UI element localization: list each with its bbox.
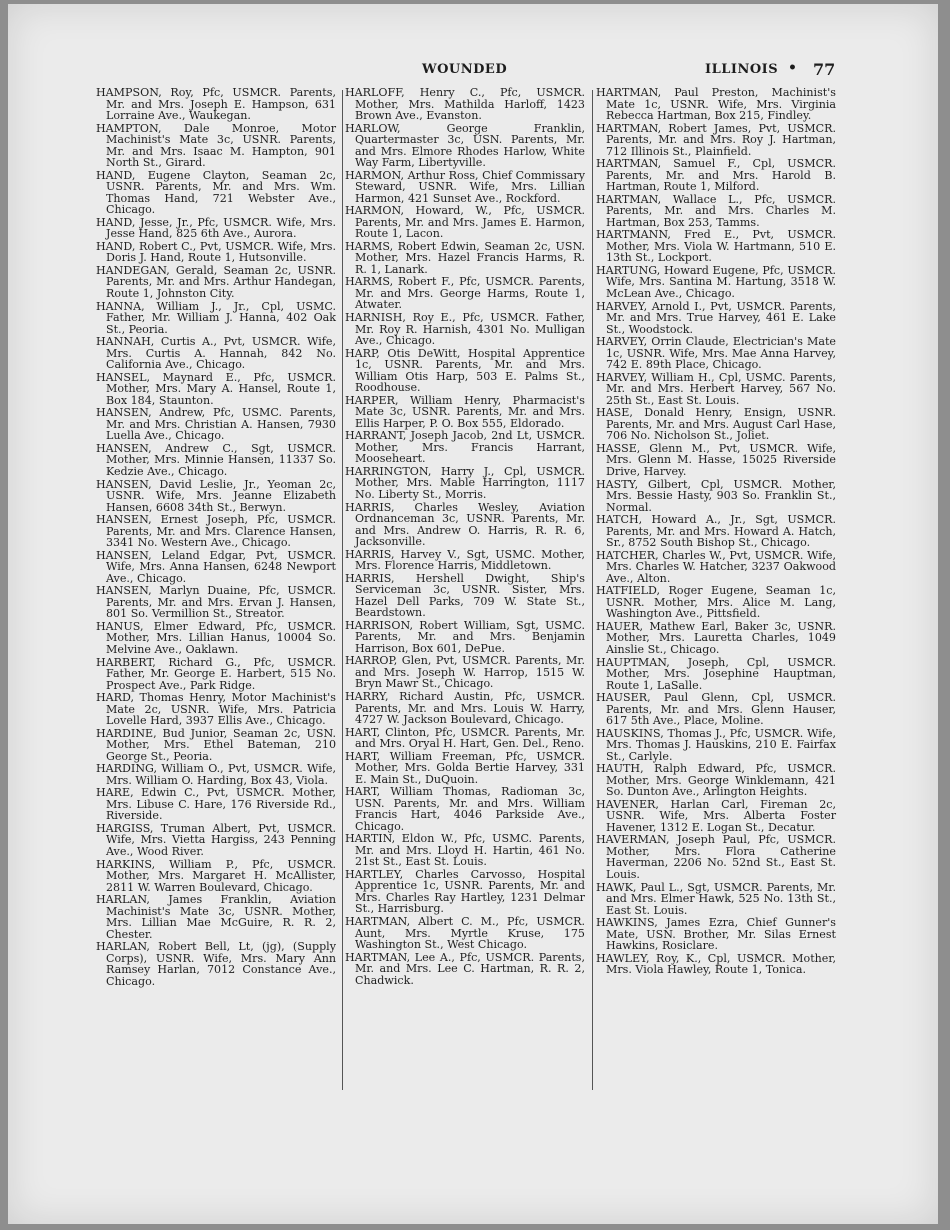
casualty-entry: HARTMAN, Lee A., Pfc, USMCR. Parents, Mr. and Mrs. Lee C. Hartman, R. R. 2, Chadwick. [345,950,585,987]
casualty-entry: HARBERT, Richard G., Pfc, USMCR. Father, Mr. George E. Harbert, 515 No. Prospect Ave., Park Ridge. [96,655,336,692]
casualty-entry: HAUPTMAN, Joseph, Cpl, USMCR. Mother, Mrs. Josephine Hauptman, Route 1, LaSalle. [596,655,836,692]
casualty-entry: HARTMAN, Samuel F., Cpl, USMCR. Parents, Mr. and Mrs. Harold B. Hartman, Route 1, Milford. [596,157,836,194]
casualty-entry: HARTMAN, Paul Preston, Machinist's Mate 1c, USNR. Wife, Mrs. Virginia Rebecca Hartman, Box 215, Findley. [596,86,836,122]
casualty-entry: HANSEN, Ernest Joseph, Pfc, USMCR. Parents, Mr. and Mrs. Clarence Hansen, 3341 No. Western Ave., Chicago. [96,513,336,550]
casualty-entry: HARRANT, Joseph Jacob, 2nd Lt, USMCR. Mother, Mrs. Francis Harrant, Mooseheart. [345,429,585,466]
casualty-entry: HASE, Donald Henry, Ensign, USNR. Parents, Mr. and Mrs. August Carl Hase, 706 No. Nicholson St., Joliet. [596,406,836,443]
casualty-entry: HARRIS, Charles Wesley, Aviation Ordnanceman 3c, USNR. Parents, Mr. and Mrs. Andrew O. Harris, R. R. 6, Jacksonville. [345,500,585,549]
casualty-entry: HAVERMAN, Joseph Paul, Pfc, USMCR. Mother, Mrs. Flora Catherine Haverman, 2206 No. 52nd St., East St. Louis. [596,833,836,881]
casualty-entry: HAUSKINS, Thomas J., Pfc, USMCR. Wife, Mrs. Thomas J. Hauskins, 210 E. Fairfax St., Carlyle. [596,726,836,763]
casualty-entry: HAUTH, Ralph Edward, Pfc, USMCR. Mother, Mrs. George Winklemann, 421 So. Dunton Ave., Arlington Heights. [596,762,836,799]
casualty-entry: HARLOFF, Henry C., Pfc, USMCR. Mother, Mrs. Mathilda Harloff, 1423 Brown Ave., Evanston. [345,86,585,122]
casualty-entry: HASTY, Gilbert, Cpl, USMCR. Mother, Mrs. Bessie Hasty, 903 So. Franklin St., Normal. [596,477,836,514]
column-divider [342,90,343,1090]
casualty-entry: HART, Clinton, Pfc, USMCR. Parents, Mr. and Mrs. Oryal H. Hart, Gen. Del., Reno. [345,725,585,751]
casualty-entry: HANNAH, Curtis A., Pvt, USMCR. Wife, Mrs. Curtis A. Hannah, 842 No. California Ave., Chicago. [96,335,336,372]
casualty-entry: HARMON, Arthur Ross, Chief Commissary Steward, USNR. Wife, Mrs. Lillian Harmon, 421 Sunset Ave., Rockford. [345,168,585,205]
casualty-entry: HAUER, Mathew Earl, Baker 3c, USNR. Mother, Mrs. Lauretta Charles, 1049 Ainslie St., Chicago. [596,619,836,656]
casualty-entry: HATCHER, Charles W., Pvt, USMCR. Wife, Mrs. Charles W. Hatcher, 3237 Oakwood Ave., Alton. [596,548,836,585]
casualty-entry: HARRY, Richard Austin, Pfc, USMCR. Parents, Mr. and Mrs. Louis W. Harry, 4727 W. Jackson Boulevard, Chicago. [345,690,585,726]
casualty-entry: HASSE, Glenn M., Pvt, USMCR. Wife, Mrs. Glenn M. Hasse, 15025 Riverside Drive, Harvey. [596,441,836,478]
casualty-entry: HANSEL, Maynard E., Pfc, USMCR. Mother, Mrs. Mary A. Hansel, Route 1, Box 184, Staunton. [96,370,336,407]
page-header [0,62,950,84]
casualty-entry: HARDINE, Bud Junior, Seaman 2c, USN. Mother, Mrs. Ethel Bateman, 210 George St., Peoria. [96,726,336,763]
casualty-entry: HARDING, William O., Pvt, USMCR. Wife, Mrs. William O. Harding, Box 43, Viola. [96,762,336,787]
casualty-entry: HARTIN, Eldon W., Pfc, USMC. Parents, Mr. and Mrs. Lloyd H. Hartin, 461 No. 21st St., East St. Louis. [345,832,585,869]
casualty-entry: HATCH, Howard A., Jr., Sgt, USMCR. Parents, Mr. and Mrs. Howard A. Hatch, Sr., 8752 South Bishop St., Chicago. [596,513,836,550]
casualty-entry: HARRINGTON, Harry J., Cpl, USMCR. Mother, Mrs. Mable Harrington, 1117 No. Liberty St., Morris. [345,464,585,501]
casualty-entry: HANSEN, Leland Edgar, Pvt, USMCR. Wife, Mrs. Anna Hansen, 6248 Newport Ave., Chicago. [96,548,336,585]
casualty-entry: HAWK, Paul L., Sgt, USMCR. Parents, Mr. and Mrs. Elmer Hawk, 525 No. 13th St., East St. Louis. [596,880,836,917]
casualty-entry: HARNISH, Roy E., Pfc, USMCR. Father, Mr. Roy R. Harnish, 4301 No. Mulligan Ave., Chicago. [345,311,585,348]
header-bullet: • [788,60,797,76]
casualty-entry: HAUSER, Paul Glenn, Cpl, USMCR. Parents, Mr. and Mrs. Glenn Hauser, 617 5th Ave., Place, Moline. [596,691,836,728]
casualty-entry: HARD, Thomas Henry, Motor Machinist's Mate 2c, USNR. Wife, Mrs. Patricia Lovelle Hard, 3937 Ellis Ave., Chicago. [96,691,336,728]
casualty-entry: HAMPSON, Roy, Pfc, USMCR. Parents, Mr. and Mrs. Joseph E. Hampson, 631 Lorraine Ave., Waukegan. [96,86,336,122]
casualty-entry: HARMON, Howard, W., Pfc, USMCR. Parents, Mr. and Mrs. James E. Harmon, Route 1, Lacon. [345,204,585,241]
casualty-entry: HANSEN, David Leslie, Jr., Yeoman 2c, USNR. Wife, Mrs. Jeanne Elizabeth Hansen, 6608 34th St., Berwyn. [96,477,336,514]
casualty-entry: HANSEN, Andrew C., Sgt, USMCR. Mother, Mrs. Minnie Hansen, 11337 So. Kedzie Ave., Chicago. [96,441,336,478]
casualty-entry: HAND, Jesse, Jr., Pfc, USMCR. Wife, Mrs. Jesse Hand, 825 6th Ave., Aurora. [96,215,336,241]
casualty-entry: HARVEY, William H., Cpl, USMC. Parents, Mr. and Mrs. Herbert Harvey, 567 No. 25th St., East St. Louis. [596,370,836,407]
casualty-entry: HARVEY, Orrin Claude, Electrician's Mate 1c, USNR. Wife, Mrs. Mae Anna Harvey, 742 E. 89th Place, Chicago. [596,335,836,372]
casualty-entry: HARP, Otis DeWitt, Hospital Apprentice 1c, USNR. Parents, Mr. and Mrs. William Otis Harp, 503 E. Palms St., Roodhouse. [345,346,585,395]
column-3 [596,87,836,977]
casualty-entry: HARPER, William Henry, Pharmacist's Mate 3c, USNR. Parents, Mr. and Mrs. Ellis Harper, P. O. Box 555, Eldorado. [345,393,585,430]
casualty-entry: HART, William Thomas, Radioman 3c, USN. Parents, Mr. and Mrs. William Francis Hart, 4046 Parkside Ave., Chicago. [345,785,585,833]
casualty-entry: HANNA, William J., Jr., Cpl, USMC. Father, Mr. William J. Hanna, 402 Oak St., Peoria. [96,299,336,336]
section-title: WOUNDED [422,62,508,77]
casualty-entry: HAVENER, Harlan Carl, Fireman 2c, USNR. Wife, Mrs. Alberta Foster Havener, 1312 E. Logan St., Decatur. [596,797,836,834]
casualty-entry: HARTMAN, Wallace L., Pfc, USMCR. Parents, Mr. and Mrs. Charles M. Hartman, Box 253, Tamms. [596,192,836,229]
casualty-entry: HANDEGAN, Gerald, Seaman 2c, USNR. Parents, Mr. and Mrs. Arthur Handegan, Route 1, Johnston City. [96,263,336,300]
casualty-entry: HARMS, Robert F., Pfc, USMCR. Parents, Mr. and Mrs. George Harms, Route 1, Atwater. [345,275,585,312]
casualty-entry: HARTUNG, Howard Eugene, Pfc, USMCR. Wife, Mrs. Santina M. Hartung, 3518 W. McLean Ave., Chicago. [596,263,836,300]
casualty-entry: HANUS, Elmer Edward, Pfc, USMCR. Mother, Mrs. Lillian Hanus, 10004 So. Melvine Ave., Oaklawn. [96,619,336,656]
casualty-entry: HARRISON, Robert William, Sgt, USMC. Parents, Mr. and Mrs. Benjamin Harrison, Box 601, DePue. [345,618,585,655]
page-number: 77 [813,60,836,79]
casualty-entry: HARKINS, William P., Pfc, USMCR. Mother, Mrs. Margaret H. McAllister, 2811 W. Warren Boulevard, Chicago. [96,857,336,894]
casualty-entry: HAND, Robert C., Pvt, USMCR. Wife, Mrs. Doris J. Hand, Route 1, Hutsonville. [96,239,336,265]
casualty-entry: HARTMAN, Albert C. M., Pfc, USMCR. Aunt, Mrs. Myrtle Kruse, 175 Washington St., West Chicago. [345,915,585,952]
casualty-entry: HARLOW, George Franklin, Quartermaster 3c, USN. Parents, Mr. and Mrs. Elmore Rhodes Harlow, White Way Farm, Libertyville. [345,121,585,170]
casualty-entry: HARRIS, Harvey V., Sgt, USMC. Mother, Mrs. Florence Harris, Middletown. [345,547,585,573]
casualty-entry: HANSEN, Andrew, Pfc, USMC. Parents, Mr. and Mrs. Christian A. Hansen, 7930 Luella Ave., Chicago. [96,406,336,443]
casualty-entry: HAWLEY, Roy, K., Cpl, USMCR. Mother, Mrs. Viola Hawley, Route 1, Tonica. [596,951,836,977]
state-title: ILLINOIS [705,62,779,77]
column-2 [345,87,585,987]
casualty-entry: HART, William Freeman, Pfc, USMCR. Mother, Mrs. Golda Bertie Harvey, 331 E. Main St., DuQuoin. [345,749,585,786]
column-divider [592,90,593,1090]
casualty-entry: HAND, Eugene Clayton, Seaman 2c, USNR. Parents, Mr. and Mrs. Wm. Thomas Hand, 721 Webster Ave., Chicago. [96,168,336,217]
casualty-entry: HARLAN, Robert Bell, Lt, (jg), (Supply Corps), USNR. Wife, Mrs. Mary Ann Ramsey Harlan, 7012 Constance Ave., Chicago. [96,940,336,988]
casualty-entry: HARROP, Glen, Pvt, USMCR. Parents, Mr. and Mrs. Joseph W. Harrop, 1515 W. Bryn Mawr St., Chicago. [345,654,585,691]
casualty-entry: HARTLEY, Charles Carvosso, Hospital Apprentice 1c, USNR. Parents, Mr. and Mrs. Charles Ray Hartley, 1231 Delmar St., Harrisburg. [345,867,585,916]
casualty-entry: HARGISS, Truman Albert, Pvt, USMCR. Wife, Mrs. Vietta Hargiss, 243 Penning Ave., Wood River. [96,821,336,858]
casualty-entry: HATFIELD, Roger Eugene, Seaman 1c, USNR. Mother, Mrs. Alice M. Lang, Washington Ave., Pittsfield. [596,584,836,621]
casualty-entry: HANSEN, Marlyn Duaine, Pfc, USMCR. Parents, Mr. and Mrs. Ervan J. Hansen, 801 So. Vermillion St., Streator. [96,584,336,621]
casualty-entry: HARVEY, Arnold I., Pvt, USMCR. Parents, Mr. and Mrs. True Harvey, 461 E. Lake St., Woodstock. [596,299,836,336]
casualty-entry: HARRIS, Hershell Dwight, Ship's Serviceman 3c, USNR. Sister, Mrs. Hazel Dell Parks, 709 W. State St., Beardstown. [345,571,585,620]
casualty-entry: HARTMANN, Fred E., Pvt, USMCR. Mother, Mrs. Viola W. Hartmann, 510 E. 13th St., Lockport. [596,228,836,265]
casualty-entry: HAMPTON, Dale Monroe, Motor Machinist's Mate 3c, USNR. Parents, Mr. and Mrs. Isaac M. Hampton, 901 North St., Girard. [96,121,336,170]
casualty-entry: HARE, Edwin C., Pvt, USMCR. Mother, Mrs. Libuse C. Hare, 176 Riverside Rd., Riverside. [96,786,336,823]
casualty-entry: HARTMAN, Robert James, Pvt, USMCR. Parents, Mr. and Mrs. Roy J. Hartman, 712 Illinois St., Plainfield. [596,121,836,158]
casualty-entry: HARMS, Robert Edwin, Seaman 2c, USN. Mother, Mrs. Hazel Francis Harms, R. R. 1, Lanark. [345,239,585,276]
casualty-entry: HARLAN, James Franklin, Aviation Machinist's Mate 3c, USNR. Mother, Mrs. Lillian Mae McGuire, R. R. 2, Chester. [96,893,336,941]
casualty-entry: HAWKINS, James Ezra, Chief Gunner's Mate, USN. Brother, Mr. Silas Ernest Hawkins, Rosiclare. [596,916,836,953]
column-1 [96,87,336,988]
